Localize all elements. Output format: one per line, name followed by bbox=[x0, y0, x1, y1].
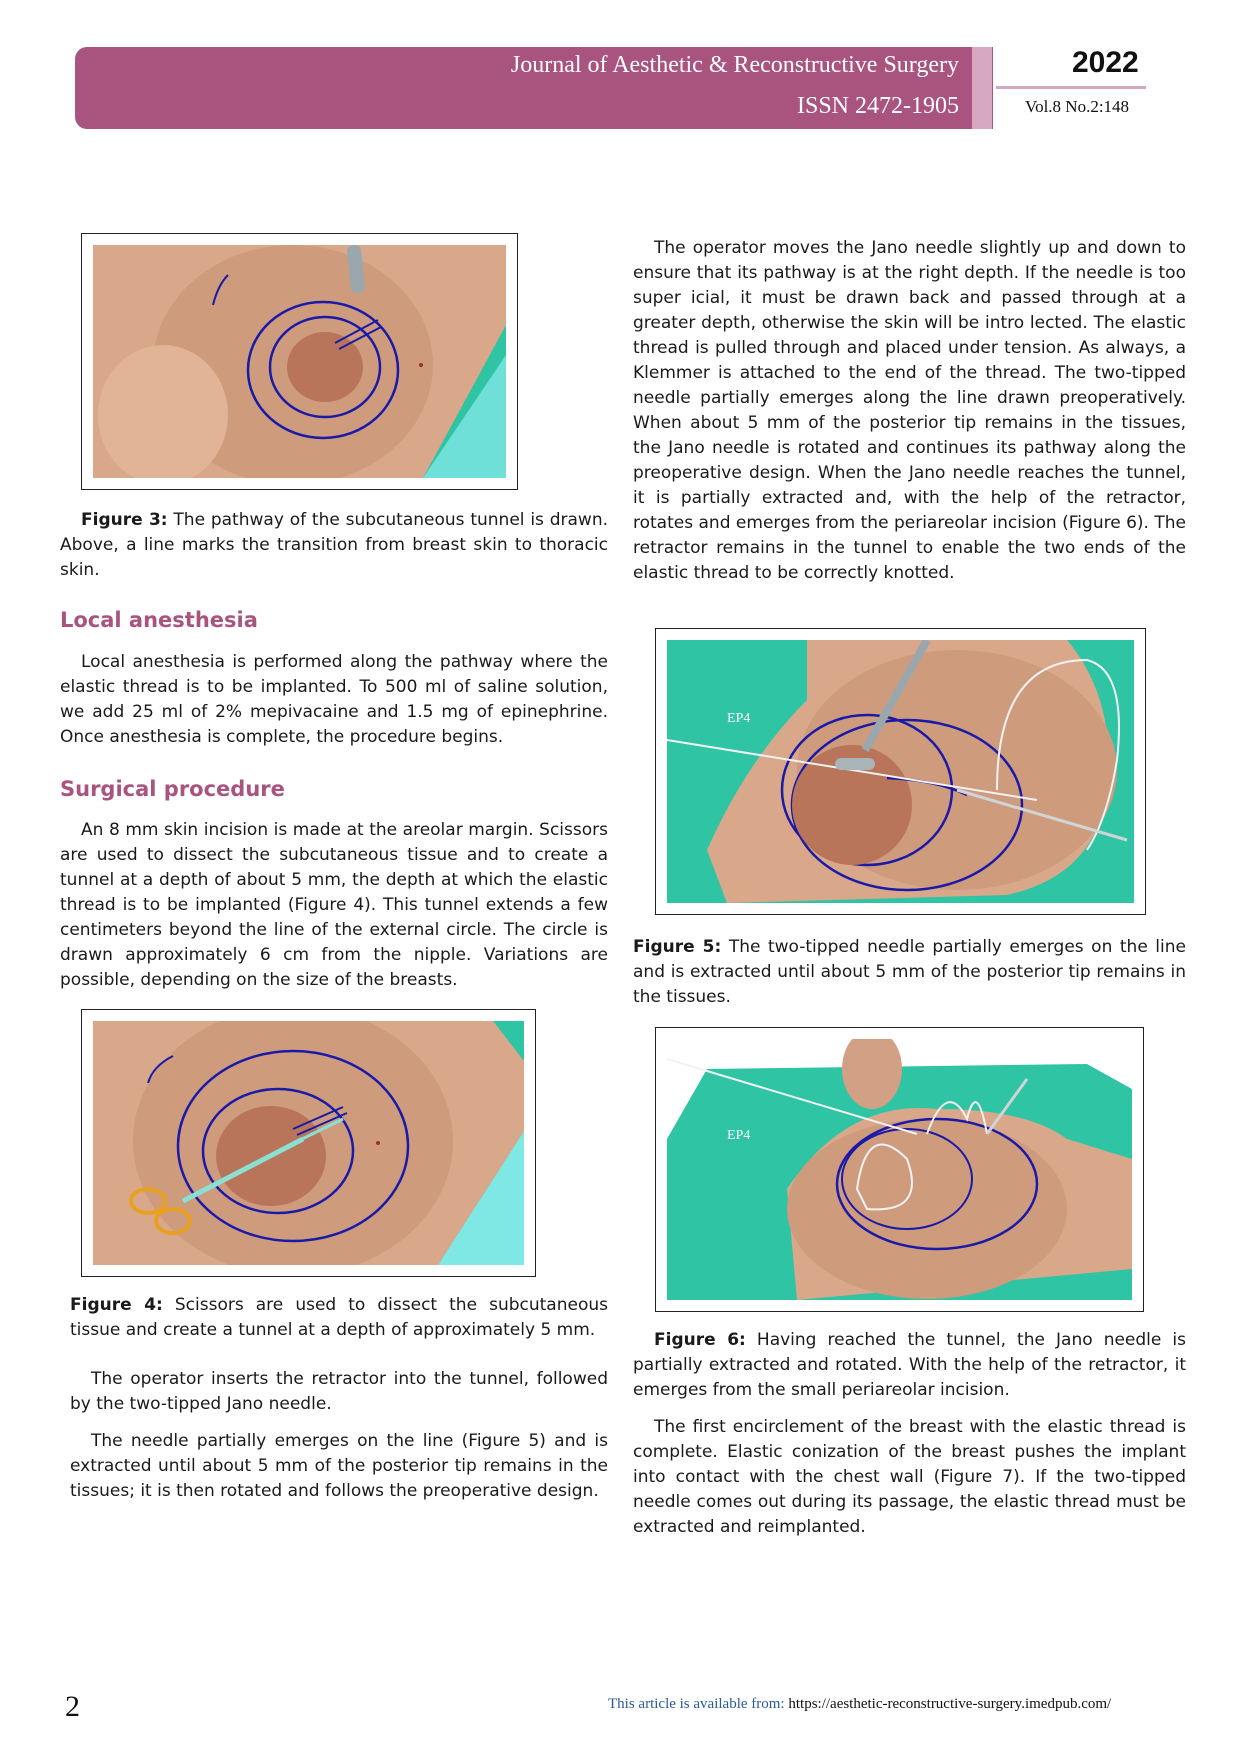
figure-4-caption bbox=[70, 1293, 608, 1343]
paragraph-retractor: The operator inserts the retractor into the tunnel, followed by the two-tipped Jano needle. bbox=[70, 1369, 608, 1414]
figure-6-caption-text: Having reached the tunnel, the Jano needle is partially extracted and rotated. With the help of the retractor, it emerges from the small periareolar incision. bbox=[633, 1330, 1187, 1400]
publication-year: 2022 bbox=[1072, 46, 1139, 79]
figure-5-caption bbox=[633, 935, 1186, 1010]
figure-5-caption-text: The two-tipped needle partially emerges on the line and is extracted until about 5 mm of the posterior tip remains in the tissues. bbox=[633, 937, 1186, 1007]
journal-title: Journal of Aesthetic & Reconstructive Surgery bbox=[510, 52, 959, 78]
figure-4-label: Figure 4: bbox=[70, 1295, 163, 1315]
figure-3-caption-text: The pathway of the subcutaneous tunnel is drawn. Above, a line marks the transition from breast skin to thoracic skin. bbox=[60, 510, 608, 580]
header-accent-strip bbox=[972, 47, 992, 129]
paragraph-needle: The needle partially emerges on the line (Figure 5) and is extracted until about 5 mm of the posterior tip remains in the tissues; it is then rotated and follows the preoperative design. bbox=[70, 1431, 608, 1501]
footer-availability-text: This article is available from: bbox=[608, 1696, 785, 1712]
figure-5-ep4-label: EP4 bbox=[727, 711, 751, 726]
figure-5-label: Figure 5: bbox=[633, 937, 722, 957]
footer-url-link[interactable]: https://aesthetic-reconstructive-surgery.imedpub.com/ bbox=[788, 1696, 1112, 1712]
figure-6-label: Figure 6: bbox=[654, 1330, 746, 1350]
footer-availability bbox=[608, 1696, 1111, 1713]
figure-6-image bbox=[655, 1027, 1144, 1312]
page-number: 2 bbox=[65, 1690, 80, 1723]
heading-surgical-procedure: Surgical procedure bbox=[60, 777, 285, 801]
figure-4-caption-text: Scissors are used to dissect the subcutaneous tissue and create a tunnel at a depth of approximately 5 mm. bbox=[70, 1295, 608, 1340]
header-rule bbox=[996, 86, 1146, 89]
volume-info: Vol.8 No.2:148 bbox=[1025, 97, 1130, 116]
journal-issn: ISSN 2472-1905 bbox=[796, 93, 959, 119]
figure-3-caption bbox=[60, 508, 608, 583]
paragraph-surgical-procedure: An 8 mm skin incision is made at the areolar margin. Scissors are used to dissect the subcutaneous tissue and to create a tunnel at a depth of about 5 mm, the depth at which the elastic thread is to be implanted (Figure 4). This tunnel extends a few centimeters beyond the line of the external circle. The circle is drawn approximately 6 cm from the nipple. Variations are possible, depending on the size of the breasts. bbox=[60, 820, 608, 990]
paragraph-first-encirclement: The first encirclement of the breast with the elastic thread is complete. Elastic conization of the breast pushes the implant into contact with the chest wall (Figure 7). If the two-tipped needle comes out during its passage, the elastic thread must be extracted and reimplanted. bbox=[633, 1417, 1186, 1537]
figure-5-image bbox=[655, 628, 1146, 915]
figure-3-label: Figure 3: bbox=[81, 510, 168, 530]
paragraph-local-anesthesia: Local anesthesia is performed along the pathway where the elastic thread is to be implanted. To 500 ml of saline solution, we add 25 ml of 2% mepivacaine and 1.5 mg of epinephrine. Once anesthesia is complete, the procedure begins. bbox=[60, 652, 608, 747]
figure-6-caption bbox=[633, 1328, 1186, 1403]
figure-6-ep4-label: EP4 bbox=[727, 1128, 751, 1143]
heading-local-anesthesia: Local anesthesia bbox=[60, 608, 258, 632]
figure-4-image bbox=[81, 1009, 536, 1277]
figure-3-image bbox=[81, 233, 518, 490]
paragraph-operator: The operator moves the Jano needle slightly up and down to ensure that its pathway is at the right depth. If the needle is too super icial, it must be drawn back and passed through at a greater depth, otherwise the skin will be intro lected. The elastic thread is pulled through and placed under tension. As always, a Klemmer is attached to the end of the thread. The two-tipped needle partially emerges along the line drawn preoperatively. When about 5 mm of the posterior tip remains in the tissues, the Jano needle is rotated and continues its pathway along the preoperative design. When the Jano needle reaches the tunnel, it is partially extracted and, with the help of the retractor, rotates and emerges from the periareolar incision (Figure 6). The retractor remains in the tunnel to enable the two ends of the elastic thread to be correctly knotted. bbox=[633, 238, 1186, 583]
